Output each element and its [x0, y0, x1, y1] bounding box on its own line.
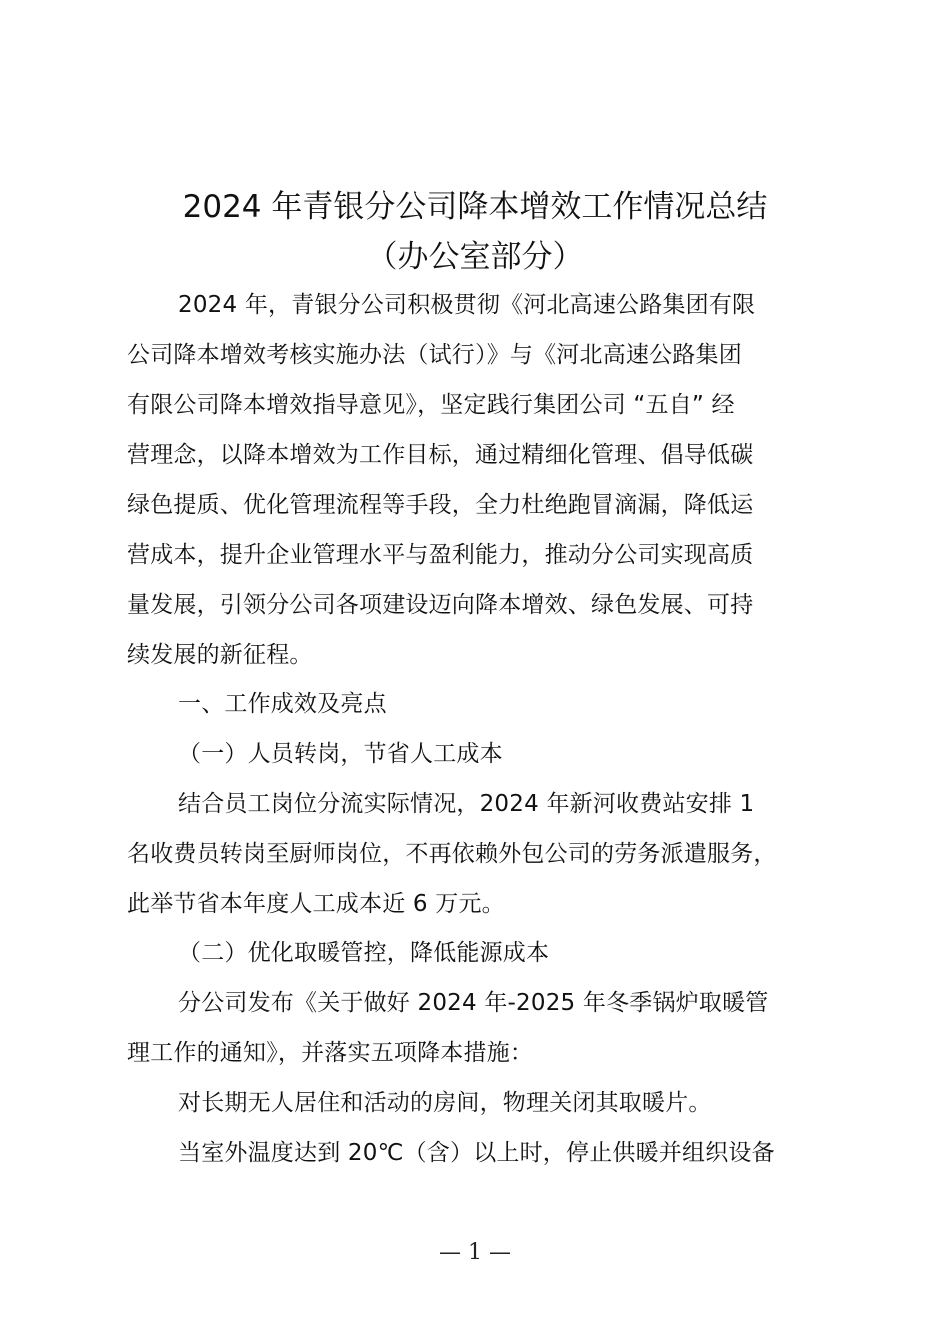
- body-line: 营成本，提升企业管理水平与盈利能力，推动分公司实现高质: [127, 542, 754, 568]
- body-line: 量发展，引领分公司各项建设迈向降本增效、绿色发展、可持: [127, 592, 754, 618]
- subsection-heading: （二）优化取暖管控，降低能源成本: [178, 940, 550, 966]
- body-line: 对长期无人居住和活动的房间，物理关闭其取暖片。: [178, 1090, 712, 1116]
- subsection-heading: （一）人员转岗，节省人工成本: [178, 741, 503, 767]
- body-line: 当室外温度达到 20℃（含）以上时，停止供暖并组织设备: [178, 1140, 775, 1166]
- body-line: 2024 年，青银分公司积极贯彻《河北高速公路集团有限: [178, 292, 756, 318]
- section-heading: 一、工作成效及亮点: [178, 691, 387, 717]
- document-subtitle: （办公室部分）: [366, 239, 584, 275]
- body-line: 续发展的新征程。: [127, 642, 313, 668]
- body-line: 公司降本增效考核实施办法（试行）》与《河北高速公路集团: [127, 342, 742, 368]
- document-title: 2024 年青银分公司降本增效工作情况总结: [182, 189, 768, 225]
- body-line: 名收费员转岗至厨师岗位，不再依赖外包公司的劳务派遣服务，: [127, 841, 777, 867]
- page-number: — 1 —: [439, 1240, 511, 1265]
- body-line: 营理念，以降本增效为工作目标，通过精细化管理、倡导低碳: [127, 442, 754, 468]
- body-line: 绿色提质、优化管理流程等手段，全力杜绝跑冒滴漏，降低运: [127, 492, 754, 518]
- body-line: 结合员工岗位分流实际情况，2024 年新河收费站安排 1: [178, 791, 755, 817]
- body-line: 此举节省本年度人工成本近 6 万元。: [127, 891, 505, 917]
- body-line: 有限公司降本增效指导意见》，坚定践行集团公司 “五自” 经: [127, 392, 735, 418]
- body-line: 理工作的通知》，并落实五项降本措施：: [127, 1040, 534, 1066]
- body-line: 分公司发布《关于做好 2024 年-2025 年冬季锅炉取暖管: [178, 990, 769, 1016]
